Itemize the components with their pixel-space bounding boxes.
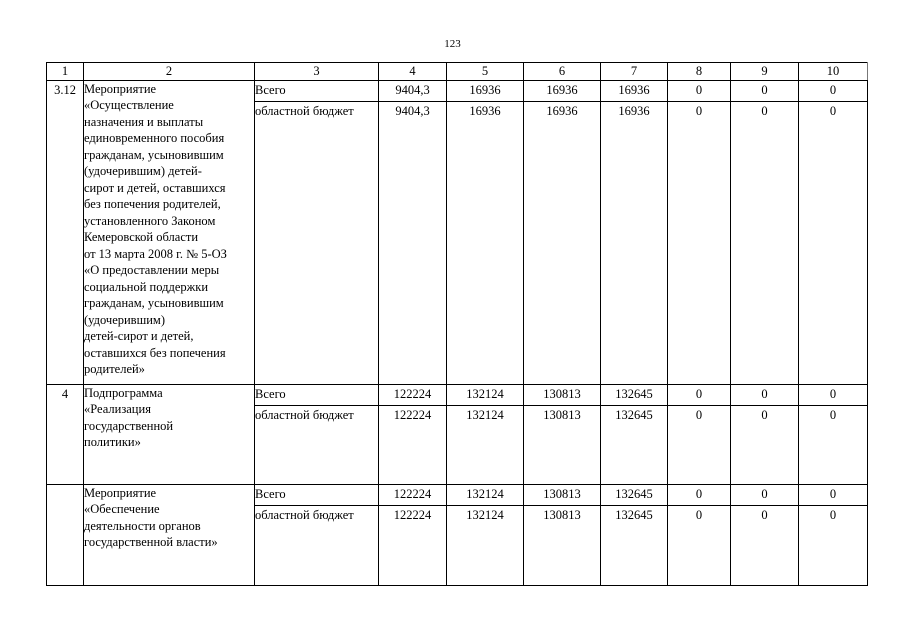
column-number: 4 — [379, 63, 447, 81]
value: 16936 — [601, 81, 667, 102]
description-line: государственной власти» — [84, 535, 218, 549]
value-cell — [799, 80, 868, 384]
funding-source: областной бюджет — [255, 103, 354, 118]
column-number-header-row — [47, 63, 868, 81]
value: 0 — [668, 385, 730, 406]
description-line: «О предоставлении меры — [84, 263, 220, 277]
row-number — [47, 484, 84, 585]
funding-source: Всего — [255, 385, 378, 406]
value: 132124 — [447, 385, 523, 406]
value: 132124 — [447, 485, 523, 506]
description-line: деятельности органов — [84, 518, 201, 533]
description-line: (удочерившим) — [84, 312, 165, 327]
value: 0 — [829, 407, 837, 422]
description-line: детей-сирот и детей, — [84, 329, 194, 343]
value: 16936 — [524, 81, 600, 102]
value: 0 — [731, 81, 798, 102]
value: 122224 — [379, 485, 446, 506]
value: 0 — [799, 385, 867, 406]
value: 0 — [761, 507, 768, 522]
value-cell — [601, 384, 668, 484]
value-cell — [447, 80, 524, 384]
description-line: без попечения родителей, — [84, 197, 221, 211]
value: 122224 — [393, 407, 432, 422]
value: 9404,3 — [395, 103, 430, 118]
row-number: 3.12 — [47, 80, 84, 384]
value: 0 — [761, 407, 768, 422]
value: 0 — [731, 485, 798, 506]
funding-source: Всего — [255, 485, 378, 506]
column-number: 10 — [799, 63, 868, 81]
column-number: 7 — [601, 63, 668, 81]
value: 16936 — [546, 103, 578, 118]
value: 130813 — [524, 485, 600, 506]
value: 0 — [829, 103, 837, 118]
description-line: гражданам, усыновившим — [84, 296, 224, 310]
description-line: Подпрограмма — [84, 385, 163, 400]
description-line: «Осуществление — [84, 98, 174, 112]
value: 0 — [668, 485, 730, 506]
column-number: 1 — [47, 63, 84, 81]
funding-source-cell — [255, 80, 379, 384]
value: 0 — [829, 507, 837, 522]
column-number: 9 — [731, 63, 799, 81]
funding-source: областной бюджет — [255, 407, 354, 422]
value: 132645 — [615, 507, 653, 522]
value: 130813 — [543, 507, 581, 522]
description-line: родителей» — [84, 362, 145, 376]
description-line: единовременного пособия — [84, 131, 225, 145]
value: 16936 — [618, 103, 650, 118]
value-cell — [601, 80, 668, 384]
description-line: «Обеспечение — [84, 502, 160, 516]
value-cell — [668, 80, 731, 384]
value: 16936 — [469, 103, 501, 118]
description-line: от 13 марта 2008 г. № 5-ОЗ — [84, 246, 227, 261]
value: 0 — [799, 485, 867, 506]
value-cell — [731, 484, 799, 585]
value-cell — [731, 80, 799, 384]
value: 0 — [695, 507, 703, 522]
value-cell — [447, 484, 524, 585]
value: 0 — [668, 81, 730, 102]
row-description — [84, 384, 255, 484]
funding-source-cell — [255, 484, 379, 585]
description-line: установленного Законом — [84, 213, 216, 228]
funding-source: Всего — [255, 81, 378, 102]
description-line: Мероприятие — [84, 81, 157, 96]
column-number: 3 — [255, 63, 379, 81]
column-number: 8 — [668, 63, 731, 81]
description-line: гражданам, усыновившим — [84, 147, 224, 162]
value: 132124 — [466, 407, 504, 422]
column-number: 2 — [84, 63, 255, 81]
value-cell — [799, 484, 868, 585]
value: 122224 — [379, 385, 446, 406]
column-number: 6 — [524, 63, 601, 81]
value-cell — [799, 384, 868, 484]
value: 9404,3 — [379, 81, 446, 102]
row-number: 4 — [47, 384, 84, 484]
value: 0 — [731, 385, 798, 406]
value-cell — [668, 384, 731, 484]
row-description — [84, 484, 255, 585]
value: 130813 — [543, 407, 581, 422]
description-line: государственной — [84, 418, 174, 433]
row-description — [84, 80, 255, 384]
value: 132645 — [615, 407, 653, 422]
funding-source-cell — [255, 384, 379, 484]
value: 0 — [761, 103, 768, 118]
description-line: Кемеровской области — [84, 230, 199, 244]
description-line: (удочерившим) детей- — [84, 164, 202, 178]
value: 16936 — [447, 81, 523, 102]
table-row — [47, 80, 868, 384]
funding-source: областной бюджет — [255, 507, 354, 522]
table-row — [47, 384, 868, 484]
page-number: 123 — [444, 38, 461, 50]
value-cell — [524, 80, 601, 384]
column-number: 5 — [447, 63, 524, 81]
value-cell — [524, 384, 601, 484]
value: 130813 — [524, 385, 600, 406]
budget-table — [46, 62, 868, 586]
value-cell — [379, 80, 447, 384]
description-line: оставшихся без попечения — [84, 345, 226, 360]
value-cell — [731, 384, 799, 484]
description-line: политики» — [84, 435, 141, 449]
description-line: назначения и выплаты — [84, 114, 204, 129]
value-cell — [447, 384, 524, 484]
table-row — [47, 484, 868, 585]
value-cell — [668, 484, 731, 585]
value: 0 — [695, 103, 703, 118]
value-cell — [379, 484, 447, 585]
value: 122224 — [393, 507, 432, 522]
description-line: «Реализация — [84, 402, 151, 416]
value: 132645 — [601, 485, 667, 506]
value: 0 — [695, 407, 703, 422]
value-cell — [379, 384, 447, 484]
description-line: социальной поддержки — [84, 279, 209, 294]
description-line: сирот и детей, оставшихся — [84, 180, 226, 195]
value-cell — [524, 484, 601, 585]
value: 0 — [799, 81, 867, 102]
value: 132124 — [466, 507, 504, 522]
description-line: Мероприятие — [84, 485, 157, 500]
value: 132645 — [601, 385, 667, 406]
value-cell — [601, 484, 668, 585]
